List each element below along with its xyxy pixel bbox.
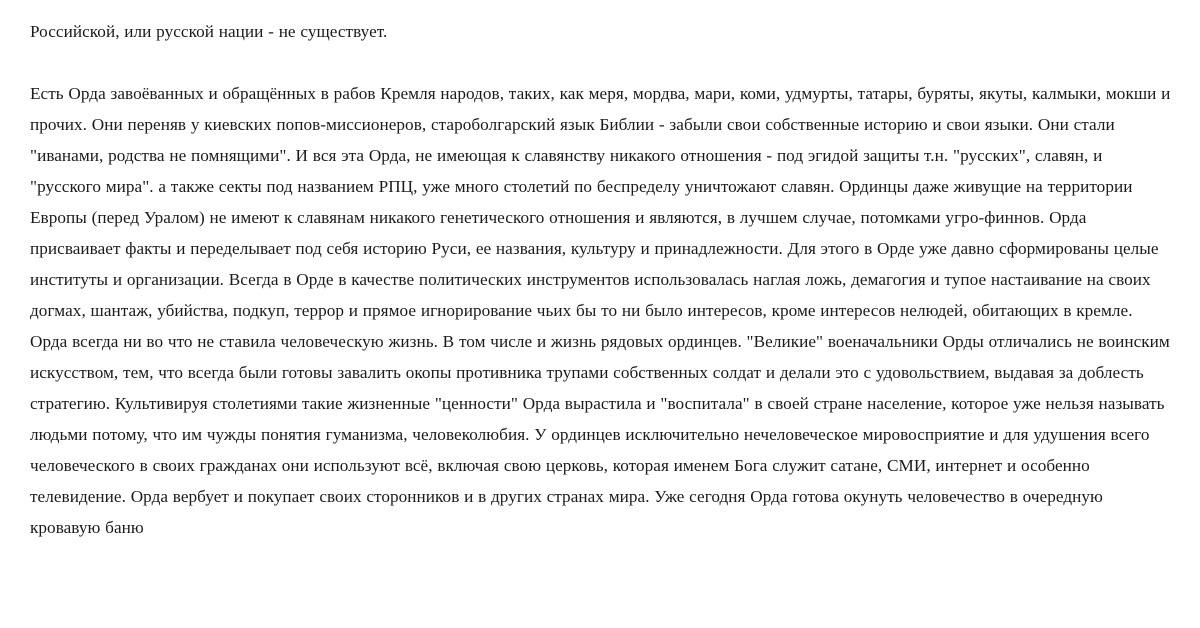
paragraph-main: Есть Орда завоёванных и обращённых в рабов Кремля народов, таких, как меря, мордва, мари, коми, удмурты, татары, буряты, якуты, калмыки, мокши и прочих. Они переняв у киевских попов-миссионеров, староболгарский язык Библии - забыли свои собственные историю и свои языки. Они стали "иванами, родства не помнящими". И вся эта Орда, не имеющая к славянству никакого отношения - под эгидой защиты т.н. "русских", славян, и "русского мира". а также секты под названием РПЦ, уже много столетий по беспределу уничтожают славян. Ординцы даже живущие на территории Европы (перед Уралом) не имеют к славянам никакого генетического отношения и являются, в лучшем случае, потомками угро-финнов. Орда присваивает факты и переделывает под себя историю Руси, ее названия, культуру и принадлежности. Для этого в Орде уже давно сформированы целые институты и организации. Всегда в Орде в качестве политических инструментов использовалась наглая ложь, демагогия и тупое настаивание на своих догмах, шантаж, убийства, подкуп, террор и прямое игнорирование чьих бы то ни было интересов, кроме интересов нелюдей, обитающих в кремле. Орда всегда ни во что не ставила человеческую жизнь. В том числе и жизнь рядовых ординцев. "Великие" военачальники Орды отличались не воинским искусством, тем, что всегда были готовы завалить окопы противника трупами собственных солдат и делали это с удовольствием, выдавая за доблесть стратегию. Культивируя столетиями такие жизненные "ценности" Орда вырастила и "воспитала" в своей стране население, которое уже нельзя называть людьми потому, что им чужды понятия гуманизма, человеколюбия. У ординцев исключительно нечеловеческое мировосприятие и для удушения всего человеческого в своих гражданах они используют всё, включая свою церковь, которая именем Бога служит сатане, СМИ, интернет и особенно телевидение. Орда вербует и покупает своих сторонников и в других странах мира. Уже сегодня Орда готова окунуть человечество в очередную кровавую баню [30,84,1171,537]
paragraph-intro: Российской, или русской нации - не существует. [30,22,388,41]
document-text-body [30,16,1172,543]
